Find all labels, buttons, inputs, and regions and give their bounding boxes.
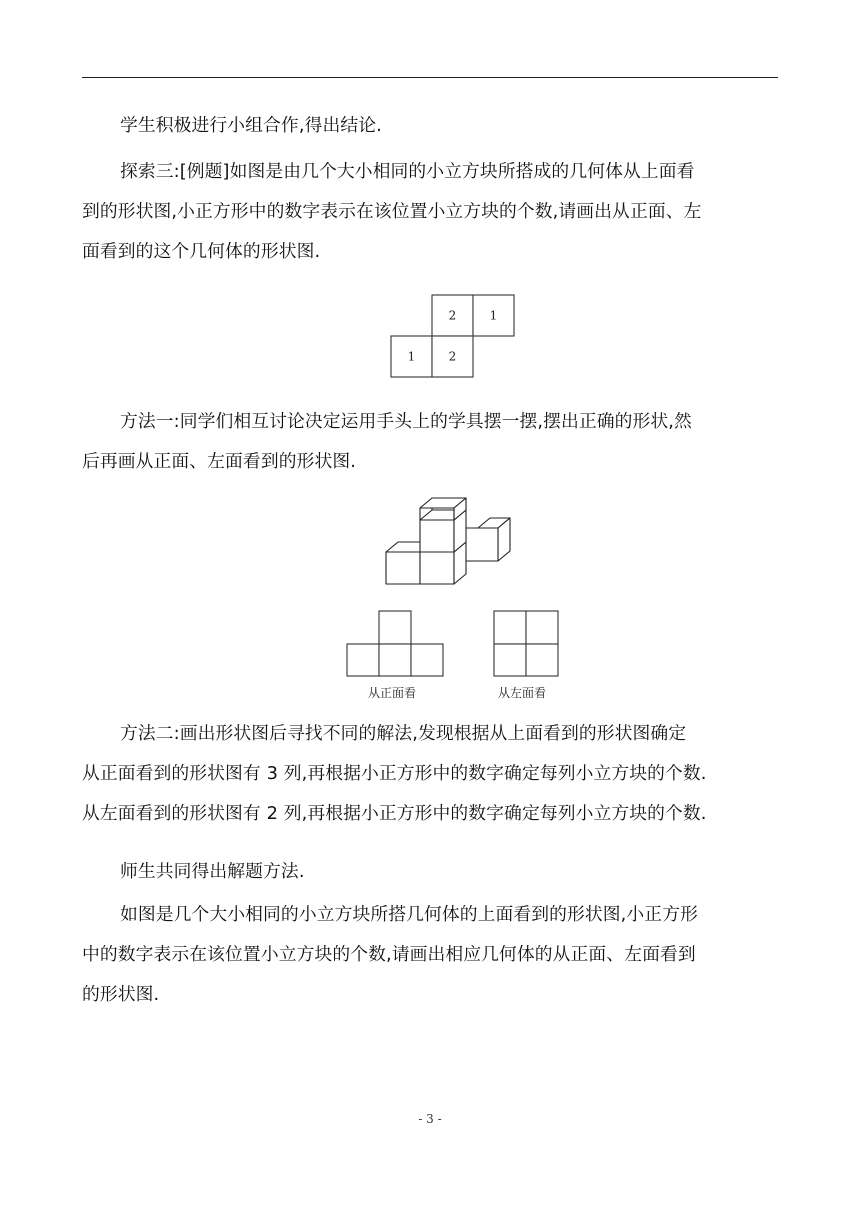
left-view-caption: 从左面看 bbox=[498, 686, 547, 700]
grid-cell-count: 2 bbox=[448, 308, 457, 323]
text-line: 如图是几个大小相同的小立方块所搭几何体的上面看到的形状图,小正方形 bbox=[120, 904, 698, 925]
paragraph-exercise bbox=[82, 895, 782, 1015]
header-rule bbox=[82, 77, 778, 78]
text-line: 学生积极进行小组合作,得出结论. bbox=[120, 115, 382, 136]
text-line: 到的形状图,小正方形中的数字表示在该位置小立方块的个数,请画出从正面、左 bbox=[82, 201, 702, 222]
paragraph-conclusion bbox=[82, 106, 782, 146]
text-line: 方法二:画出形状图后寻找不同的解法,发现根据从上面看到的形状图确定 bbox=[120, 723, 687, 744]
paragraph-example-question bbox=[82, 152, 782, 272]
page-number: - 3 - bbox=[418, 1112, 442, 1126]
isometric-cubes-figure bbox=[384, 494, 514, 590]
text-line: 中的数字表示在该位置小立方块的个数,请画出相应几何体的从正面、左面看到 bbox=[82, 944, 696, 965]
text-line: 探索三:[例题]如图是由几个大小相同的小立方块所搭成的几何体从上面看 bbox=[120, 161, 695, 182]
grid-cell-count: 1 bbox=[489, 308, 498, 323]
text-line: 从正面看到的形状图有 3 列,再根据小正方形中的数字确定每列小立方块的个数. bbox=[82, 763, 707, 784]
text-line: 师生共同得出解题方法. bbox=[120, 861, 305, 882]
text-line: 的形状图. bbox=[82, 984, 160, 1005]
grid-cell-count: 1 bbox=[407, 349, 416, 364]
grid-cell-count: 2 bbox=[448, 349, 457, 364]
text-line: 从左面看到的形状图有 2 列,再根据小正方形中的数字确定每列小立方块的个数. bbox=[82, 803, 707, 824]
paragraph-method-one bbox=[82, 402, 782, 482]
paragraph-method-two bbox=[82, 714, 782, 834]
left-view-figure bbox=[493, 610, 561, 678]
text-line: 面看到的这个几何体的形状图. bbox=[82, 241, 321, 262]
paragraph-joint-method bbox=[82, 852, 782, 892]
front-view-caption: 从正面看 bbox=[368, 686, 417, 700]
text-line: 方法一:同学们相互讨论决定运用手头上的学具摆一摆,摆出正确的形状,然 bbox=[120, 411, 692, 432]
front-view-figure bbox=[346, 610, 446, 678]
text-line: 后再画从正面、左面看到的形状图. bbox=[82, 451, 356, 472]
top-view-grid-figure bbox=[389, 293, 517, 379]
